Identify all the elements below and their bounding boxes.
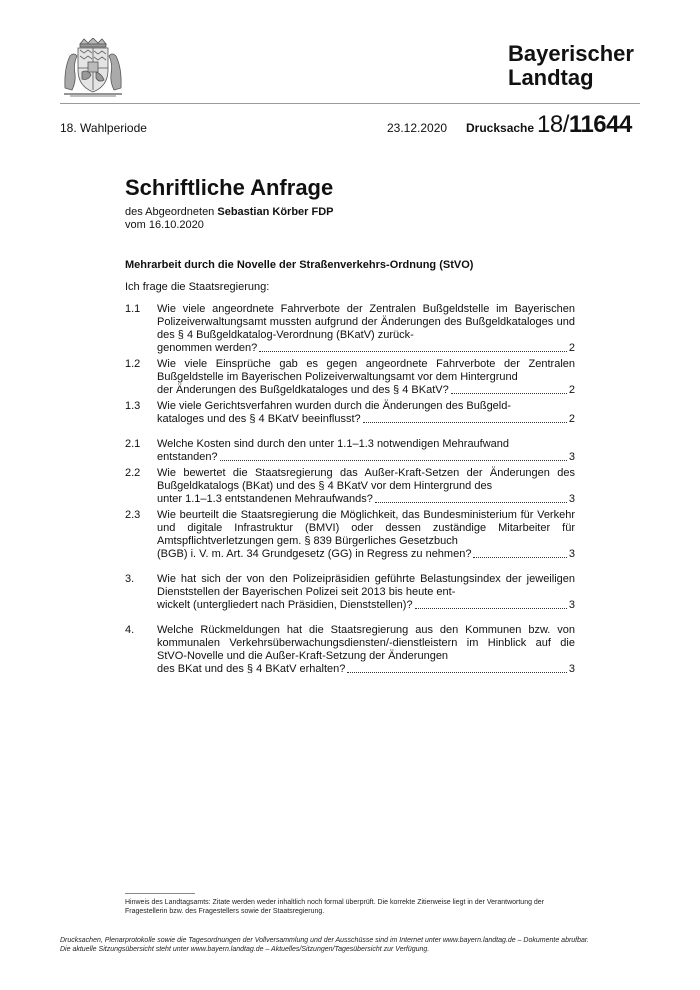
drucksache-label: Drucksache: [466, 121, 535, 135]
question-item: [125, 303, 575, 355]
question-text: Wie viele Einsprüche gab es gegen angeordnete Fahrverbote der Zentralen Bußgeldstelle im Bayerischen Polizeiverwaltungsamt vor dem Hintergrund: [157, 358, 575, 383]
leader-dots: [347, 672, 567, 673]
wahlperiode: 18. Wahlperiode: [60, 121, 147, 135]
question-text: Welche Rückmeldungen hat die Staatsregierung aus den Kommunen bzw. von kommunalen Verkehrsüberwachungsdiensten/-dienstleistern im Hinblick auf die StVO-Novelle und die Außer-Kraft-Setzung der Änderungen: [157, 624, 575, 662]
document-title: Schriftliche Anfrage: [125, 175, 334, 200]
drucksache-period: 18/: [537, 111, 569, 138]
header-title-line2: Landtag: [508, 65, 594, 90]
question-text: Wie viele Gerichtsverfahren wurden durch die Änderungen des Bußgeld-: [157, 400, 512, 412]
question-page: 3: [568, 451, 575, 463]
question-text-last: unter 1.1–1.3 entstandenen Mehraufwands?: [157, 493, 373, 505]
question-page: 3: [568, 599, 575, 611]
footer-line1: Drucksachen, Plenarprotokolle sowie die Tagesordnungen der Vollversammlung und der Ausschüsse sind im Internet unter www.bayern.landtag.de – Dokumente abrufbar.: [60, 937, 589, 944]
question-item: [125, 624, 575, 676]
question-text: Wie hat sich der von den Polizeipräsidien geführte Belastungsindex der jeweiligen Dienststellen der Bayerischen Polizei seit 2013 bis heute ent-: [157, 573, 575, 598]
question-list: [125, 303, 575, 676]
leader-dots: [473, 557, 566, 558]
question-page: 2: [568, 413, 575, 425]
author-prefix: des Abgeordneten: [125, 206, 218, 218]
question-number: 1.2: [125, 358, 141, 370]
question-number: 3.: [125, 573, 135, 585]
question-page: 3: [568, 548, 575, 560]
author-name: Sebastian Körber FDP: [217, 206, 334, 218]
leader-dots: [220, 460, 567, 461]
question-page: 3: [568, 663, 575, 675]
question-text: Wie viele angeordnete Fahrverbote der Zentralen Bußgeldstelle im Bayerischen Polizeiverwaltungsamt mussten aufgrund der Änderungen des Bußgeldkataloges und des § 4 Bußgeldkatalog-Verordnung (BKatV) zurück-: [157, 303, 575, 341]
leader-dots: [451, 393, 567, 394]
question-page: 3: [568, 493, 575, 505]
header-title-line1: Bayerischer: [508, 41, 634, 66]
question-number: 1.1: [125, 303, 141, 315]
question-text-last: kataloges und des § 4 BKatV beeinflusst?: [157, 413, 361, 425]
header-title: [508, 42, 634, 90]
subject: Mehrarbeit durch die Novelle der Straßenverkehrs-Ordnung (StVO): [125, 259, 474, 271]
footer-line2: Die aktuelle Sitzungsübersicht steht unter www.bayern.landtag.de – Aktuelles/Sitzungen/Tagesübersicht zur Verfügung.: [60, 946, 430, 953]
question-page: 2: [568, 384, 575, 396]
question-item: [125, 467, 575, 506]
question-item: [125, 438, 575, 464]
page-footer: [60, 936, 650, 954]
author-line: [125, 206, 334, 219]
meta-row: [0, 111, 700, 141]
question-text-last: (BGB) i. V. m. Art. 34 Grundgesetz (GG) in Regress zu nehmen?: [157, 548, 472, 560]
question-text-last: genommen werden?: [157, 342, 258, 354]
question-text-last: entstanden?: [157, 451, 218, 463]
drucksache: [466, 111, 632, 139]
question-item: [125, 358, 575, 397]
question-text-last: des BKat und des § 4 BKatV erhalten?: [157, 663, 346, 675]
footnote: Hinweis des Landtagsamts: Zitate werden weder inhaltlich noch formal überprüft. Die korrekte Zitierweise liegt in der Verantwortung der Fragestellerin bzw. des Fragestellers sowie der Staatsregierung.: [125, 899, 545, 915]
question-text-last: wickelt (untergliedert nach Präsidien, Dienststellen)?: [157, 599, 413, 611]
question-text: Wie bewertet die Staatsregierung das Außer-Kraft-Setzen der Änderungen des Bußgeldkatalogs (BKat) und des § 4 BKatV vor dem Hintergrund des: [157, 467, 575, 492]
question-item: [125, 509, 575, 561]
intro: Ich frage die Staatsregierung:: [125, 281, 270, 293]
footnote-divider: [125, 893, 195, 894]
question-page: 2: [568, 342, 575, 354]
question-item: [125, 400, 575, 426]
leader-dots: [375, 502, 567, 503]
leader-dots: [363, 422, 567, 423]
question-number: 4.: [125, 624, 135, 636]
leader-dots: [415, 608, 567, 609]
header-divider: [60, 103, 640, 104]
leader-dots: [259, 351, 567, 352]
question-number: 2.2: [125, 467, 141, 479]
question-number: 2.3: [125, 509, 141, 521]
drucksache-number: 11644: [568, 111, 632, 138]
bavarian-coat-of-arms-icon: [60, 38, 126, 98]
question-text: Wie beurteilt die Staatsregierung die Möglichkeit, das Bundesministerium für Verkehr und digitale Infrastruktur (BMVI) oder dessen zuständige Mitarbeiter für Amtspflichtverletzungen gem. § 839 Bürgerliches Gesetzbuch: [157, 509, 575, 547]
question-text: Welche Kosten sind durch den unter 1.1–1.3 notwendigen Mehraufwand: [157, 438, 510, 450]
inquiry-date: vom 16.10.2020: [125, 219, 204, 231]
question-item: [125, 573, 575, 612]
document-date: 23.12.2020: [387, 121, 448, 135]
question-text-last: der Änderungen des Bußgeldkataloges und des § 4 BKatV?: [157, 384, 449, 396]
question-number: 2.1: [125, 438, 141, 450]
question-number: 1.3: [125, 400, 141, 412]
